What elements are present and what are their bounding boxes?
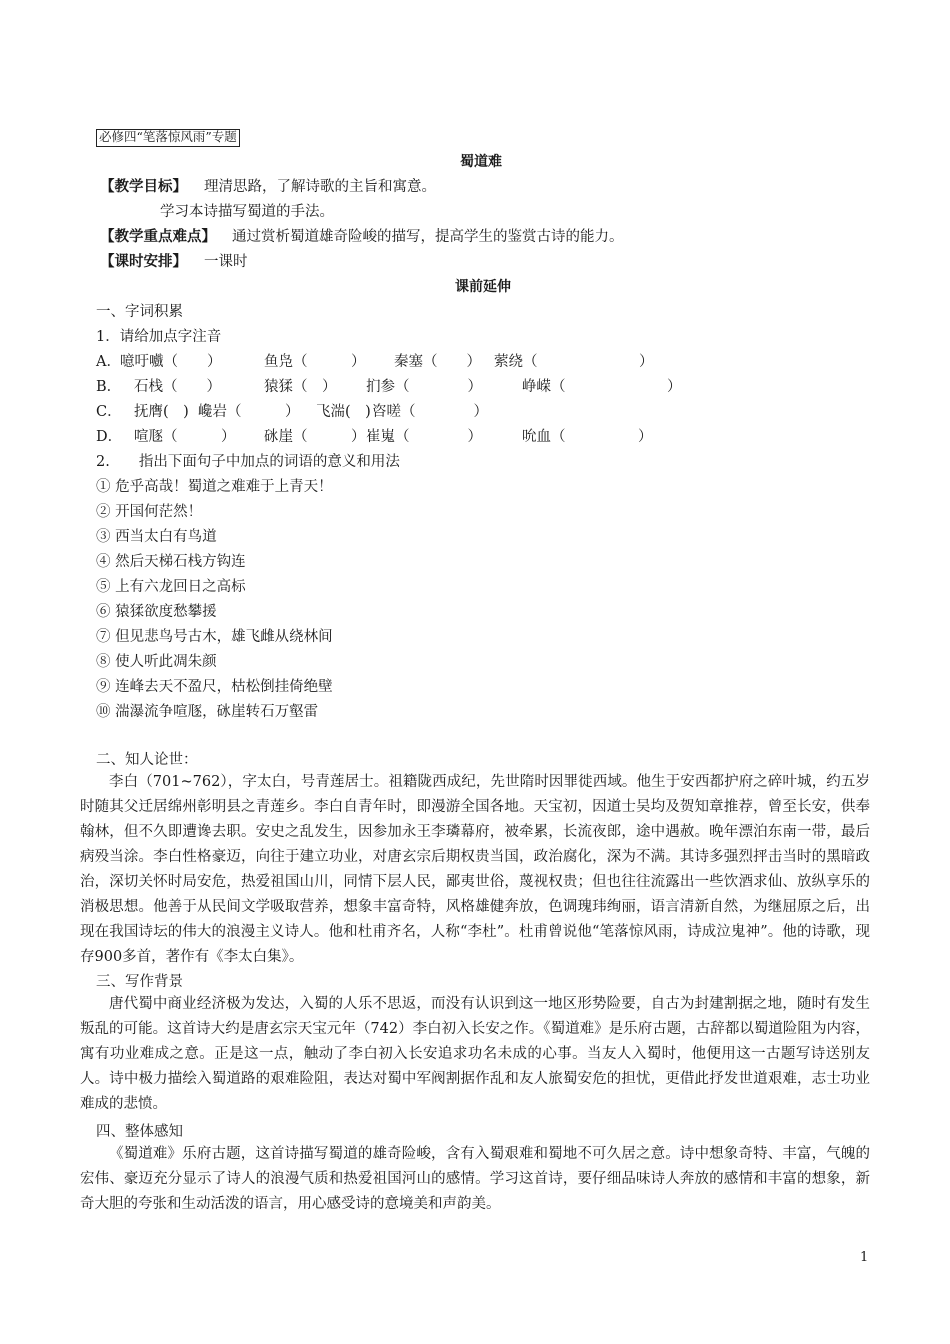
pinyin-item: 砯崖（ ） <box>264 429 366 445</box>
sentence-item: ④ 然后天梯石栈方钩连 <box>96 554 246 570</box>
pinyin-item: 石栈（ ） <box>134 379 221 395</box>
sentence-item: ⑩ 湍瀑流争喧豗，砯崖转石万壑雷 <box>96 704 319 720</box>
section-4-heading: 四、整体感知 <box>96 1124 183 1140</box>
sentence-item: ⑥ 猿猱欲度愁攀援 <box>96 604 217 620</box>
option-letter-d: D． <box>96 429 123 445</box>
option-letter-c: C． <box>96 404 122 420</box>
sentence-item: ⑤ 上有六龙回日之高标 <box>96 579 246 595</box>
pinyin-item: 猿猱（ ） <box>264 379 337 395</box>
sentence-item: ② 开国何茫然！ <box>96 504 203 520</box>
section-3-heading: 三、写作背景 <box>96 974 183 990</box>
goals-label: 【教学目标】 <box>100 178 187 195</box>
pinyin-item: 吮血（ ） <box>522 429 653 445</box>
sentence-item: ① 危乎高哉！蜀道之难难于上青天！ <box>96 479 333 495</box>
keypoints-text: 通过赏析蜀道雄奇险峻的描写，提高学生的鉴赏古诗的能力。 <box>232 229 624 245</box>
section-2-paragraph: 李白（701~762），字太白，号青莲居士。祖籍陇西成纪，先世隋时因罪徙西域。他生于安西都护府之碎叶城，约五岁时随其父迁居绵州彰明县之青莲乡。李白自青年时，即漫游全国各地。天宝初，因道士吴均及贺知章推荐，曾至长安，供奉翰林，但不久即遭谗去职。安史之乱发生，因参加永王李璘幕府，被牵累，长流夜郎，途中遇赦。晚年漂泊东南一带，最后病殁当涂。李白性格豪迈，向往于建立功业，对唐玄宗后期权贵当国，政治腐化，深为不满。其诗多强烈抨击当时的黑暗政治，深切关怀时局安危，热爱祖国山川，同情下层人民，鄙夷世俗，蔑视权贵；但也往往流露出一些饮酒求仙、放纵享乐的消极思想。他善于从民间文学吸取营养，想象丰富奇特，风格雄健奔放，色调瑰玮绚丽，语言清新自然，为继屈原之后，出现在我国诗坛的伟大的浪漫主义诗人。他和杜甫齐名，人称“李杜”。杜甫曾说他“笔落惊风雨，诗成泣鬼神”。他的诗歌，现存900多首，著作有《李太白集》。 <box>80 774 870 965</box>
pinyin-item: 咨嗟（ ） <box>372 404 488 420</box>
sentence-item: ⑨ 连峰去天不盈尺，枯松倒挂倚绝壁 <box>96 679 333 695</box>
pinyin-item: 萦绕（ ） <box>494 354 654 370</box>
section-2-heading: 二、知人论世： <box>96 752 198 768</box>
sentence-item: ⑧ 使人听此凋朱颜 <box>96 654 217 670</box>
pinyin-item: 扪参（ ） <box>366 379 482 395</box>
pinyin-item: 峥嵘（ ） <box>522 379 682 395</box>
pinyin-item: 鱼凫（ ） <box>264 354 366 370</box>
schedule-label: 【课时安排】 <box>100 253 187 270</box>
goals-line-1: 理清思路，了解诗歌的主旨和寓意。 <box>204 179 436 195</box>
section-title: 课前延伸 <box>455 279 511 295</box>
section-1-heading: 一、字词积累 <box>96 304 183 320</box>
option-letter-b: B． <box>96 379 122 395</box>
pinyin-item: 崔嵬（ ） <box>366 429 482 445</box>
sentence-item: ⑦ 但见悲鸟号古木，雄飞雌从绕林间 <box>96 629 333 645</box>
option-letter-a: A． <box>96 354 121 370</box>
pinyin-item: 秦塞（ ） <box>394 354 481 370</box>
topic-tag: 必修四“笔落惊风雨”专题 <box>96 129 240 147</box>
pinyin-item: 飞湍( ) <box>316 404 371 420</box>
question-1: 1．请给加点字注音 <box>96 329 222 345</box>
poem-title: 蜀道难 <box>460 154 502 170</box>
goals-line-2: 学习本诗描写蜀道的手法。 <box>160 204 334 220</box>
sentence-item: ③ 西当太白有鸟道 <box>96 529 217 545</box>
question-2: 2. 指出下面句子中加点的词语的意义和用法 <box>96 454 400 470</box>
pinyin-item: 抚膺( ) <box>134 404 189 420</box>
pinyin-item: 巉岩（ ） <box>198 404 300 420</box>
schedule-text: 一课时 <box>204 254 248 270</box>
section-4-paragraph: 《蜀道难》乐府古题，这首诗描写蜀道的雄奇险峻，含有入蜀艰难和蜀地不可久居之意。诗中想象奇特、丰富，气魄的宏伟、豪迈充分显示了诗人的浪漫气质和热爱祖国河山的感情。学习这首诗，要仔细品味诗人奔放的感情和丰富的想象，新奇大胆的夸张和生动活泼的语言，用心感受诗的意境美和声韵美。 <box>80 1146 870 1212</box>
section-3-paragraph: 唐代蜀中商业经济极为发达，入蜀的人乐不思返，而没有认识到这一地区形势险要，自古为封建割据之地，随时有发生叛乱的可能。这首诗大约是唐玄宗天宝元年（742）李白初入长安之作。《蜀道难》是乐府古题，古辞都以蜀道险阻为内容，寓有功业难成之意。正是这一点，触动了李白初入长安追求功名未成的心事。当友人入蜀时，他便用这一古题写诗送别友人。诗中极力描绘入蜀道路的艰难险阻，表达对蜀中军阀割据作乱和友人旅蜀安危的担忧，更借此抒发世道艰难，志士功业难成的悲愤。 <box>80 996 870 1112</box>
page-number: 1 <box>860 1250 869 1265</box>
pinyin-item: 噫吁嚱（ ） <box>120 354 222 370</box>
pinyin-item: 喧豗（ ） <box>134 429 236 445</box>
keypoints-label: 【教学重点难点】 <box>100 228 216 245</box>
